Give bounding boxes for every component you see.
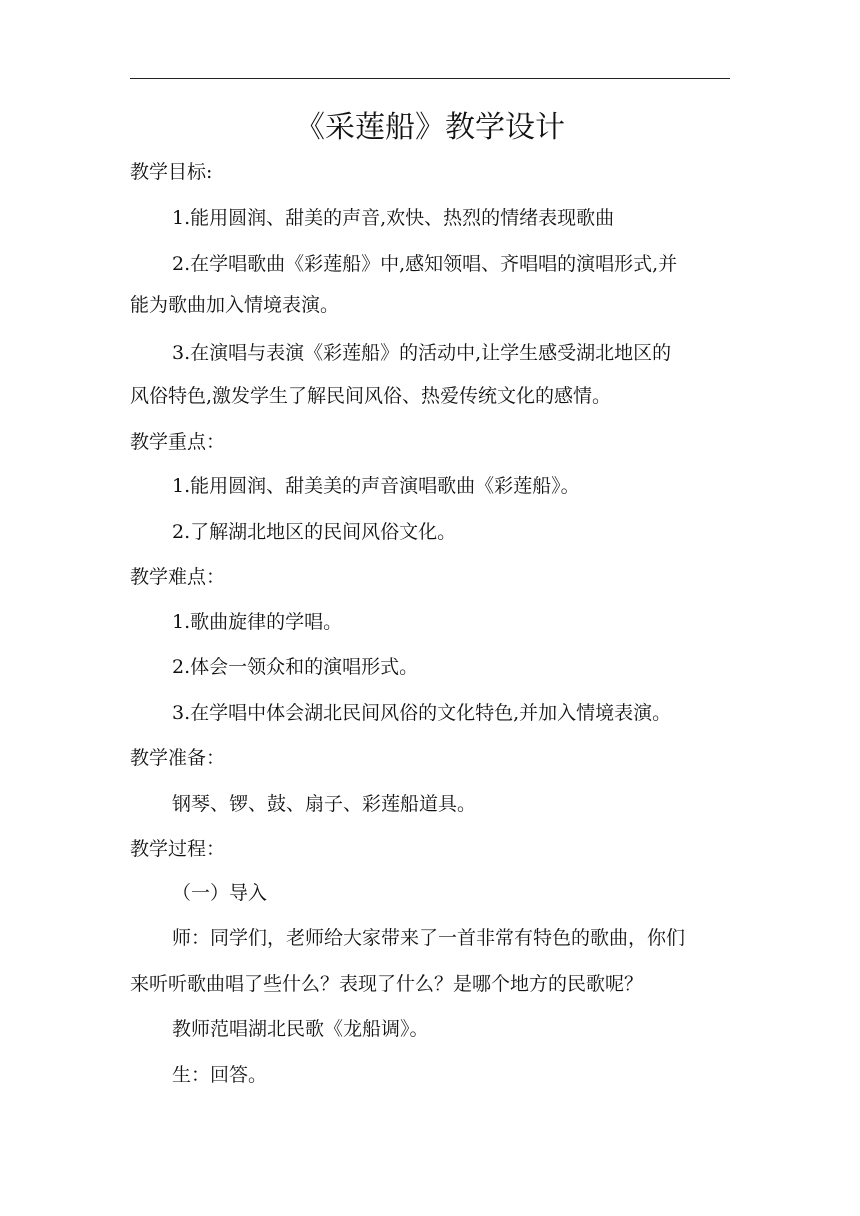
difficulty-item-1: 1.歌曲旋律的学唱。 xyxy=(172,611,343,633)
process-section-1: （一）导入 xyxy=(172,882,268,904)
key-point-item-1: 1.能用圆润、甜美美的声音演唱歌曲《彩莲船》。 xyxy=(172,475,580,497)
objective-item-1: 1.能用圆润、甜美的声音,欢快、热烈的情绪表现歌曲 xyxy=(172,207,615,229)
objective-item-3-line-1: 3.在演唱与表演《彩莲船》的活动中,让学生感受湖北地区的 xyxy=(172,342,672,364)
teacher-demo: 教师范唱湖北民歌《龙船调》。 xyxy=(172,1018,429,1040)
objectives-heading: 教学目标: xyxy=(130,161,213,183)
difficulty-item-3: 3.在学唱中体会湖北民间风俗的文化特色,并加入情境表演。 xyxy=(172,702,672,724)
header-rule xyxy=(130,78,730,79)
process-heading: 教学过程： xyxy=(130,838,226,860)
key-points-heading: 教学重点： xyxy=(130,431,226,453)
teacher-line-2: 来听听歌曲唱了些什么？表现了什么？是哪个地方的民歌呢？ xyxy=(130,973,644,995)
preparation-heading: 教学准备： xyxy=(130,747,226,769)
objective-item-3-line-2: 风俗特色,激发学生了解民间风俗、热爱传统文化的感情。 xyxy=(130,385,612,407)
difficulties-heading: 教学难点： xyxy=(130,566,226,588)
key-point-item-2: 2.了解湖北地区的民间风俗文化。 xyxy=(172,521,457,543)
objective-item-2-line-1: 2.在学唱歌曲《彩莲船》中,感知领唱、齐唱唱的演唱形式,并 xyxy=(172,253,678,275)
objective-item-2-line-2: 能为歌曲加入情境表演。 xyxy=(130,294,340,316)
student-response: 生：回答。 xyxy=(172,1064,268,1086)
teacher-line-1: 师：同学们，老师给大家带来了一首非常有特色的歌曲，你们 xyxy=(172,927,686,949)
difficulty-item-2: 2.体会一领众和的演唱形式。 xyxy=(172,656,419,678)
preparation-item-1: 钢琴、锣、鼓、扇子、彩莲船道具。 xyxy=(172,793,477,815)
document-title: 《采莲船》教学设计 xyxy=(295,110,565,145)
